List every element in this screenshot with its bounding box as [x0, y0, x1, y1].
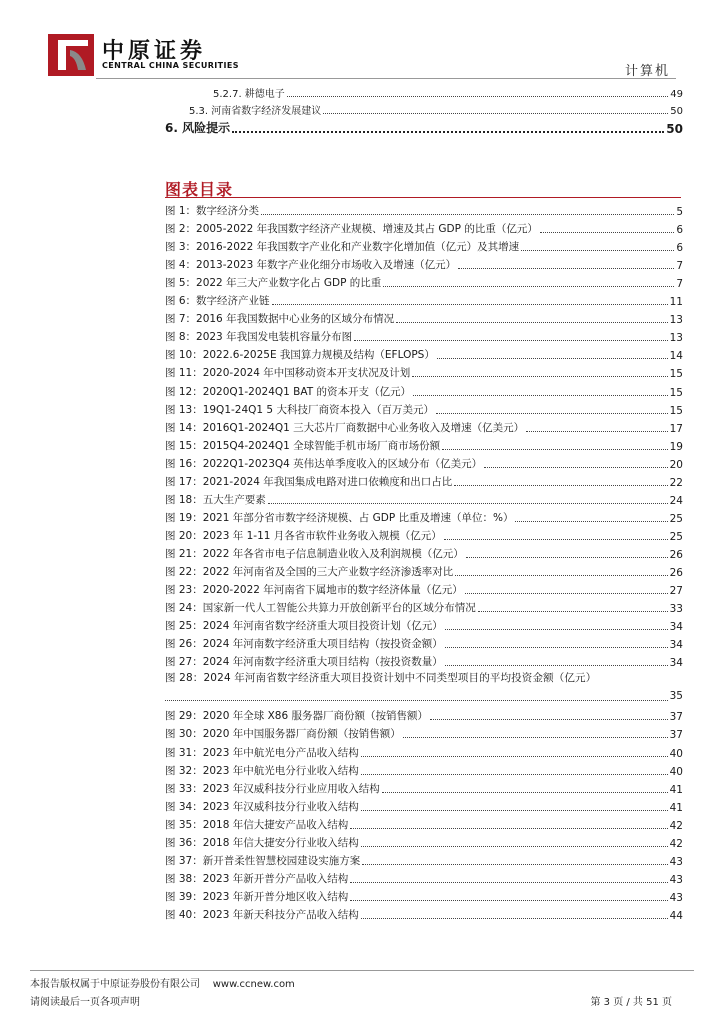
toc-entry[interactable]: 6. 风险提示 50 — [165, 121, 683, 136]
page-header — [0, 0, 724, 82]
figure-list-item[interactable]: 图 31：2023 年中航光电分产品收入结构 40 — [165, 746, 683, 760]
toc-entry[interactable]: 5.2.7. 耕德电子 49 — [213, 89, 683, 100]
figure-list-item[interactable]: 图 28：2024 年河南省数字经济重大项目投资计划中不同类型项目的平均投资金额（亿元） 35 — [165, 672, 683, 703]
figure-list-item[interactable]: 图 37：新开普柔性智慧校园建设实施方案 43 — [165, 854, 683, 868]
figure-list-item[interactable]: 图 30：2020 年中国服务器厂商份额（按销售额） 37 — [165, 728, 683, 742]
figure-list-item[interactable]: 图 27：2024 年河南数字经济重大项目结构（按投资数量） 34 — [165, 656, 683, 670]
figure-list-item[interactable]: 图 7：2016 年我国数据中心业务的区域分布情况 13 — [165, 313, 683, 327]
figure-list-item[interactable]: 图 6：数字经济产业链 11 — [165, 295, 683, 309]
footer-notice: 请阅读最后一页各项声明 — [30, 997, 140, 1008]
report-category: 计算机 — [624, 64, 670, 79]
figure-list-item[interactable]: 图 32：2023 年中航光电分行业收入结构 40 — [165, 764, 683, 778]
figure-list-item[interactable]: 图 26：2024 年河南数字经济重大项目结构（按投资金额） 34 — [165, 638, 683, 652]
figure-list-item[interactable]: 图 15：2015Q4-2024Q1 全球智能手机市场厂商市场份额 19 — [165, 439, 683, 453]
figure-list-item[interactable]: 图 20：2023 年 1-11 月各省市软件业务收入规模（亿元） 25 — [165, 529, 683, 543]
figure-list-item[interactable]: 图 13：19Q1-24Q1 5 大科技厂商资本投入（百万美元） 15 — [165, 403, 683, 417]
figure-list-item[interactable]: 图 35：2018 年信大捷安产品收入结构 42 — [165, 818, 683, 832]
figure-list-item[interactable]: 图 22：2022 年河南省及全国的三大产业数字经济渗透率对比 26 — [165, 566, 683, 579]
footer-divider — [30, 970, 694, 971]
footer-page-number: 第 3 页 / 共 51 页 — [590, 997, 672, 1008]
figure-list-item[interactable]: 图 18：五大生产要素 24 — [165, 493, 683, 507]
brand-name-cn: 中原证券 — [102, 39, 207, 64]
figure-list-item[interactable]: 图 3：2016-2022 年我国数字产业化和产业数字化增加值（亿元）及其增速 6 — [165, 241, 683, 255]
figure-list-item[interactable]: 图 1：数字经济分类 5 — [165, 205, 683, 218]
figure-list-item[interactable]: 图 14：2016Q1-2024Q1 三大芯片厂商数据中心业务收入及增速（亿美元） 17 — [165, 421, 683, 435]
figure-list-item[interactable]: 图 23：2020-2022 年河南省下属地市的数字经济体量（亿元） 27 — [165, 584, 683, 598]
company-logo-icon — [48, 34, 94, 76]
header-divider — [96, 78, 676, 79]
figure-list-item[interactable]: 图 16：2022Q1-2023Q4 英伟达单季度收入的区域分布（亿美元） 20 — [165, 457, 683, 471]
footer-copyright: 本报告版权属于中原证券股份有限公司 www.ccnew.com — [30, 979, 295, 990]
figure-list-item[interactable]: 图 12：2020Q1-2024Q1 BAT 的资本开支（亿元） 15 — [165, 385, 683, 399]
figure-list-item[interactable]: 图 4：2013-2023 年数字产业化细分市场收入及增速（亿元） 7 — [165, 259, 683, 273]
figure-list-item[interactable]: 图 33：2023 年汉威科技分行业应用收入结构 41 — [165, 782, 683, 796]
figure-list-item[interactable]: 图 38：2023 年新开普分产品收入结构 43 — [165, 872, 683, 886]
figure-list-item[interactable]: 图 17：2021-2024 年我国集成电路对进口依赖度和出口占比 22 — [165, 475, 683, 489]
figure-list-item[interactable]: 图 39：2023 年新开普分地区收入结构 43 — [165, 890, 683, 904]
figures-title-rule — [165, 197, 681, 198]
figure-list-item[interactable]: 图 5：2022 年三大产业数字化占 GDP 的比重 7 — [165, 277, 683, 291]
figure-list-item[interactable]: 图 10：2022.6-2025E 我国算力规模及结构（EFLOPS） 14 — [165, 349, 683, 363]
figure-list-item[interactable]: 图 34：2023 年汉威科技分行业收入结构 41 — [165, 800, 683, 814]
brand-name-en: CENTRAL CHINA SECURITIES — [102, 61, 239, 70]
figure-list-item[interactable]: 图 40：2023 年新天科技分产品收入结构 44 — [165, 908, 683, 922]
figures-list-title: 图表目录 — [165, 180, 234, 199]
figure-list-item[interactable]: 图 19：2021 年部分省市数字经济规模、占 GDP 比重及增速（单位：%） 25 — [165, 511, 683, 525]
figure-list-item[interactable]: 图 29：2020 年全球 X86 服务器厂商份额（按销售额） 37 — [165, 710, 683, 724]
figure-list-item[interactable]: 图 11：2020-2024 年中国移动资本开支状况及计划 15 — [165, 367, 683, 381]
figure-list-item[interactable]: 图 2：2005-2022 年我国数字经济产业规模、增速及其占 GDP 的比重（亿元） 6 — [165, 223, 683, 237]
figure-list-item[interactable]: 图 36：2018 年信大捷安分行业收入结构 42 — [165, 836, 683, 850]
figure-list-item[interactable]: 图 8：2023 年我国发电装机容量分布图 13 — [165, 331, 683, 345]
figure-list-item[interactable]: 图 24：国家新一代人工智能公共算力开放创新平台的区域分布情况 33 — [165, 602, 683, 616]
figure-list-item[interactable]: 图 25：2024 年河南省数字经济重大项目投资计划（亿元） 34 — [165, 620, 683, 634]
figure-list-item[interactable]: 图 21：2022 年各省市电子信息制造业收入及利润规模（亿元） 26 — [165, 547, 683, 561]
toc-entry[interactable]: 5.3. 河南省数字经济发展建议 50 — [189, 106, 683, 117]
footer-website[interactable]: www.ccnew.com — [212, 979, 295, 990]
